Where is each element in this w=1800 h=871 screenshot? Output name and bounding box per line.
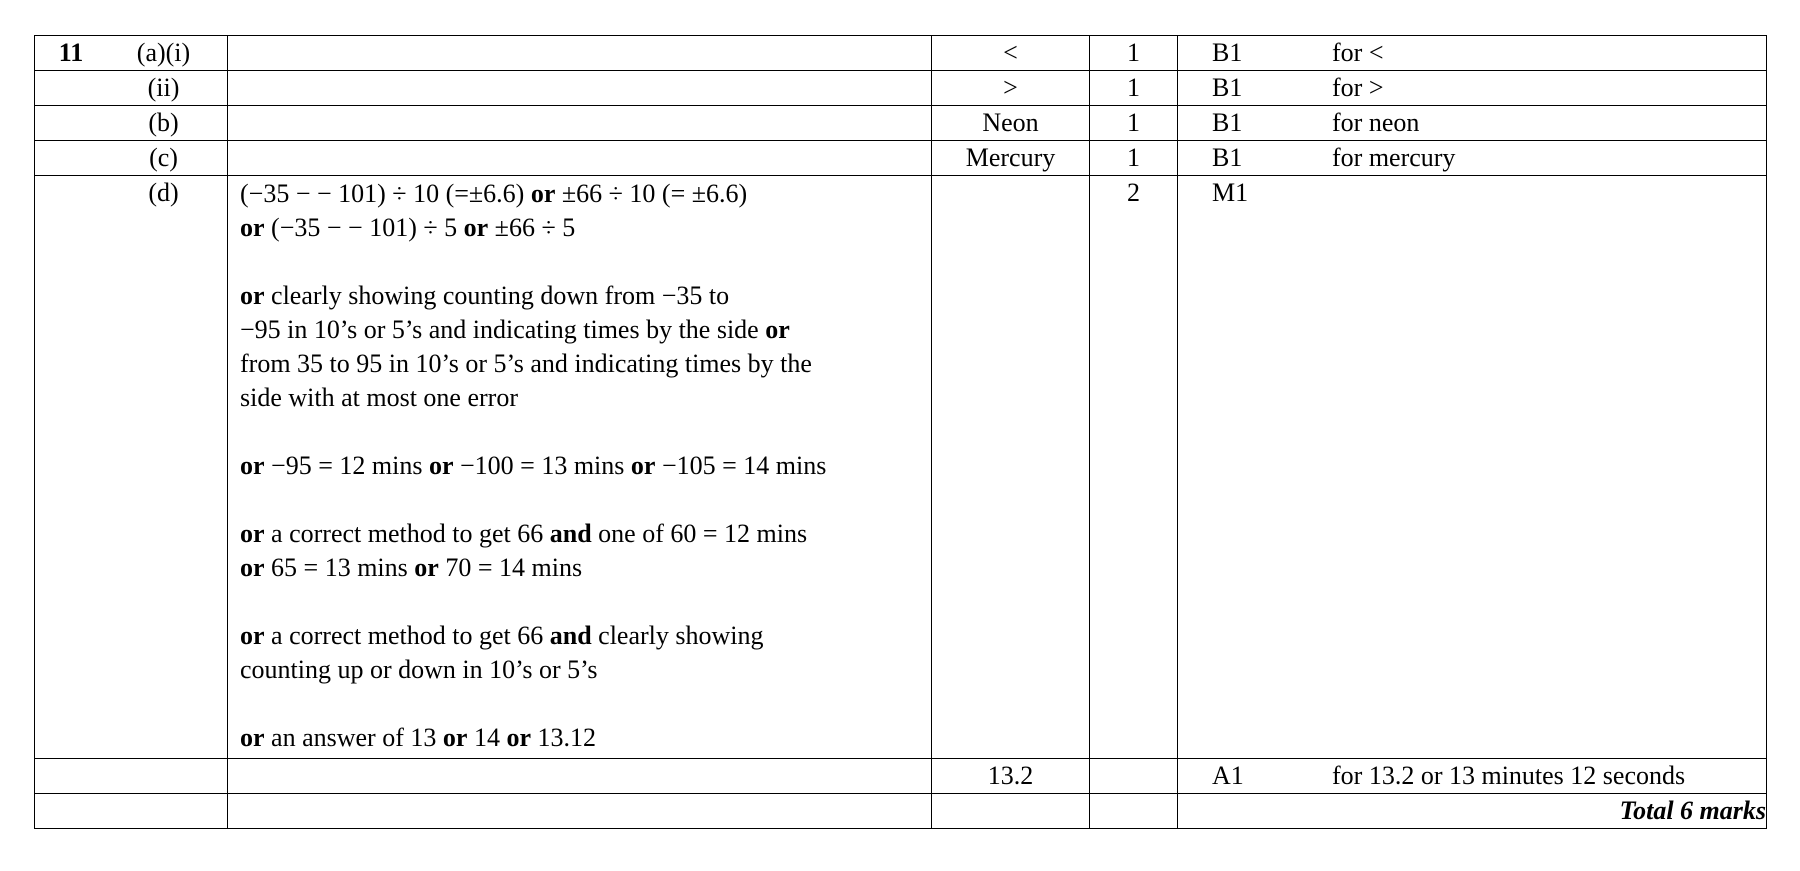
- marks-cell: [1090, 794, 1178, 829]
- mark-code: M1: [1212, 178, 1249, 207]
- working-line: or (−35 − − 101) ÷ 5 or ±66 ÷ 5: [240, 213, 576, 242]
- row-d-final: [35, 759, 1767, 794]
- working-line: from 35 to 95 in 10’s or 5’s and indicating times by the: [240, 349, 812, 378]
- working-line: (−35 − − 101) ÷ 10 (=±6.6) or ±66 ÷ 10 (= ±6.6): [240, 179, 748, 208]
- working-cell: [228, 176, 932, 759]
- mark-scheme-table: [34, 35, 1767, 829]
- answer-cell: [932, 794, 1090, 829]
- answer-cell: 13.2: [932, 759, 1090, 794]
- row-b: [35, 106, 1767, 141]
- working-line: or an answer of 13 or 14 or 13.12: [240, 723, 596, 752]
- row-d: [35, 176, 1767, 759]
- working-line: −95 in 10’s or 5’s and indicating times by the side or: [240, 315, 790, 344]
- answer-cell: [932, 176, 1090, 759]
- question-cell: [35, 794, 228, 829]
- working-cell: [228, 36, 932, 71]
- total-marks: Total 6 marks: [1178, 794, 1767, 829]
- part-label: (d): [148, 178, 179, 207]
- working-cell: [228, 141, 932, 176]
- working-cell: [228, 71, 932, 106]
- answer-cell: >: [932, 71, 1090, 106]
- notes-cell: [1178, 141, 1767, 176]
- mark-code: B1: [1212, 73, 1243, 102]
- working-line: or a correct method to get 66 and one of 60 = 12 mins: [240, 519, 808, 548]
- question-cell: [35, 176, 228, 759]
- mark-note: for neon: [1332, 108, 1420, 137]
- answer-cell: <: [932, 36, 1090, 71]
- notes-cell: [1178, 176, 1767, 759]
- question-cell: [35, 141, 228, 176]
- working-cell: [228, 794, 932, 829]
- part-label: (a)(i): [136, 38, 191, 67]
- question-cell: [35, 759, 228, 794]
- marks-cell: [1090, 759, 1178, 794]
- question-cell: [35, 106, 228, 141]
- marks-cell: 1: [1090, 106, 1178, 141]
- part-label: (ii): [147, 73, 180, 102]
- working-line: or 65 = 13 mins or 70 = 14 mins: [240, 553, 583, 582]
- notes-cell: [1178, 759, 1767, 794]
- row-a-i: [35, 36, 1767, 71]
- mark-note: for 13.2 or 13 minutes 12 seconds: [1332, 761, 1686, 790]
- question-cell: [35, 71, 228, 106]
- marks-cell: 1: [1090, 141, 1178, 176]
- marks-cell: 1: [1090, 36, 1178, 71]
- notes-cell: [1178, 36, 1767, 71]
- part-label: (c): [149, 143, 178, 172]
- marks-cell: 1: [1090, 71, 1178, 106]
- notes-cell: [1178, 106, 1767, 141]
- row-c: [35, 141, 1767, 176]
- notes-cell: [1178, 71, 1767, 106]
- working-cell: [228, 759, 932, 794]
- working-line: side with at most one error: [240, 383, 518, 412]
- mark-code: B1: [1212, 108, 1243, 137]
- part-label: (b): [148, 108, 179, 137]
- mark-note: for >: [1332, 73, 1384, 102]
- mark-note: for mercury: [1332, 143, 1456, 172]
- working-cell: [228, 106, 932, 141]
- mark-code: B1: [1212, 143, 1243, 172]
- row-total: [35, 794, 1767, 829]
- working-line: counting up or down in 10’s or 5’s: [240, 655, 598, 684]
- mark-code: B1: [1212, 38, 1243, 67]
- answer-cell: Mercury: [932, 141, 1090, 176]
- working-line: or −95 = 12 mins or −100 = 13 mins or −105 = 14 mins: [240, 451, 827, 480]
- working-line: or a correct method to get 66 and clearly showing: [240, 621, 764, 650]
- row-a-ii: [35, 71, 1767, 106]
- question-cell: [35, 36, 228, 71]
- working-line: or clearly showing counting down from −35 to: [240, 281, 730, 310]
- mark-note: for <: [1332, 38, 1384, 67]
- question-number: 11: [58, 38, 84, 67]
- marks-cell: 2: [1090, 176, 1178, 759]
- mark-code: A1: [1212, 761, 1244, 790]
- answer-cell: Neon: [932, 106, 1090, 141]
